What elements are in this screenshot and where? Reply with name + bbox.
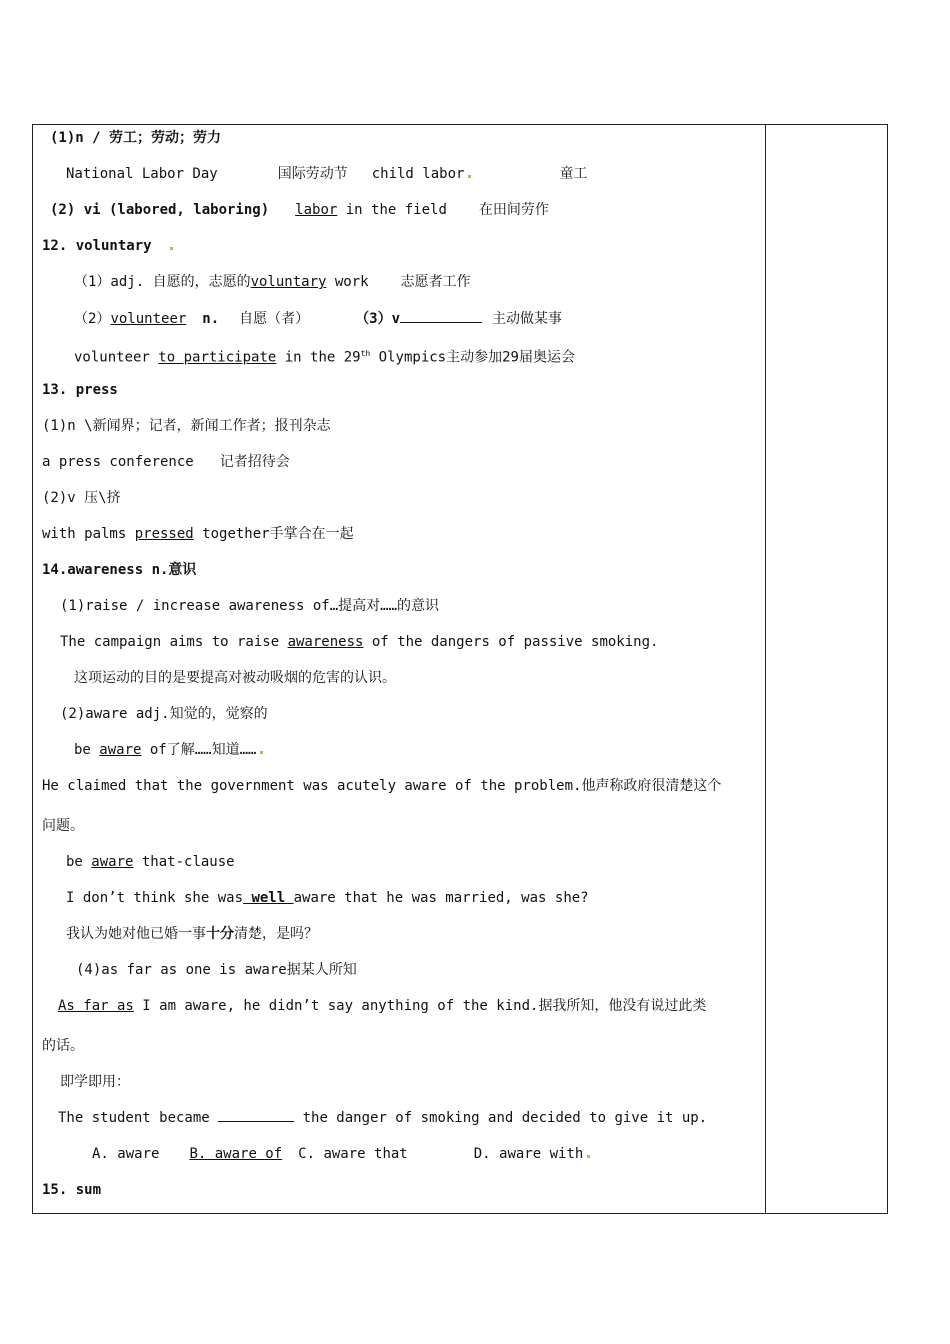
awareness-example-zh: 这项运动的目的是要提高对被动吸烟的危害的认识。	[74, 670, 396, 686]
be-aware-of-line: be aware of了解……知道……	[74, 740, 267, 760]
labor-noun-heading: (1)n / 劳工；劳动；劳力	[50, 130, 222, 146]
aware-example-2: I don’t think she was well aware that he was married, was she?	[66, 890, 589, 906]
aware-adj-line: (2)aware adj.知觉的，觉察的	[60, 706, 268, 722]
be-aware-that-line: be aware that-clause	[66, 854, 235, 870]
awareness-example-en: The campaign aims to raise awareness of the dangers of passive smoking.	[60, 634, 659, 650]
press-verb-line: (2)v 压\挤	[42, 490, 121, 506]
volunteer-line: （2）volunteer n. 自愿（者） （3）v 主动做某事	[74, 308, 562, 329]
option-d[interactable]: D. aware with	[473, 1146, 584, 1162]
aware-example-2-zh: 我认为她对他已婚一事十分清楚，是吗？	[66, 926, 318, 942]
practice-question: The student became the danger of smoking and decided to give it up.	[58, 1110, 708, 1126]
column-divider	[765, 124, 766, 1214]
practice-heading: 即学即用：	[60, 1074, 130, 1090]
aware-example-1-cont: 问题。	[42, 818, 84, 834]
option-a[interactable]: A. aware	[92, 1146, 160, 1162]
press-noun-line: (1)n \新闻界；记者，新闻工作者；报刊杂志	[42, 418, 331, 434]
press-heading: 13. press	[42, 382, 118, 398]
option-b[interactable]: B. aware of	[189, 1146, 283, 1162]
volunteer-example: volunteer to participate in the 29th Olympics主动参加29届奥运会	[74, 349, 575, 366]
aware-example-1: He claimed that the government was acutely aware of the problem.他声称政府很清楚这个	[42, 778, 722, 794]
answer-blank[interactable]	[218, 1109, 294, 1122]
awareness-heading: 14.awareness n.意识	[42, 562, 197, 578]
option-c[interactable]: C. aware that	[298, 1146, 408, 1162]
voluntary-adj-line: （1）adj. 自愿的，志愿的voluntary work 志愿者工作	[74, 274, 471, 290]
fill-blank[interactable]	[400, 308, 482, 323]
as-far-as-example-cont: 的话。	[42, 1038, 84, 1054]
sum-heading: 15. sum	[42, 1182, 102, 1198]
labor-examples: National Labor Day 国际劳动节 child labor 童工	[66, 166, 588, 182]
labor-verb-line: (2) vi (labored, laboring) labor in the field 在田间劳作	[50, 202, 549, 218]
awareness-phrase: (1)raise / increase awareness of…提高对……的意识	[60, 598, 440, 614]
voluntary-heading: 12. voluntary	[42, 236, 177, 256]
press-conference-line: a press conference 记者招待会	[42, 454, 290, 470]
press-example: with palms pressed together手掌合在一起	[42, 526, 354, 542]
as-far-as-line: (4)as far as one is aware据某人所知	[76, 962, 357, 978]
practice-options	[92, 1144, 594, 1164]
as-far-as-example: As far as I am aware, he didn’t say anything of the kind.据我所知，他没有说过此类	[58, 998, 707, 1014]
